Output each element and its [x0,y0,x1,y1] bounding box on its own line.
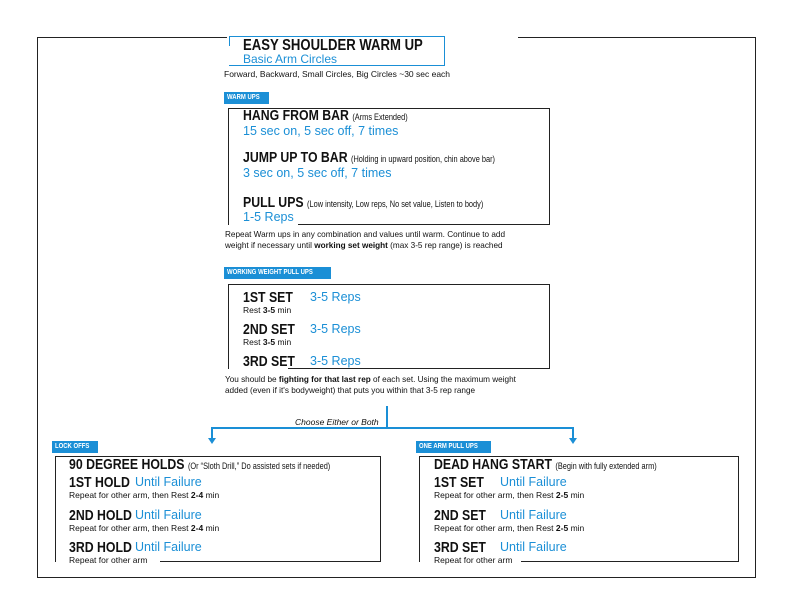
working-note-text: of each set. Using the maximum weight [370,375,516,384]
onearm-item-name: 2ND SET [434,507,486,524]
onearm-box-right [738,456,739,562]
note-text: min [203,490,220,500]
note-text: Repeat for other arm, then Rest [69,523,191,533]
frame-left [37,37,38,577]
header-note: Forward, Backward, Small Circles, Big Circles ~30 sec each [224,69,451,79]
warmups-note-text: (max 3-5 rep range) is reached [387,241,503,250]
header-box-left [229,36,230,46]
warmup-item-detail: (Holding in upward position, chin above bar) [350,154,495,164]
warmup-item-value: 15 sec on, 5 sec off, 7 times [243,124,399,138]
onearm-item-note [434,490,584,500]
warmups-box-left [228,108,229,225]
working-note-line1 [225,374,516,385]
lockoffs-title-detail: (Or “Sloth Drill,” Do assisted sets if needed) [187,461,331,471]
lockoffs-item-note [69,555,147,565]
rest-text: Rest [243,337,263,347]
onearm-item-2-value: Until Failure [500,508,567,522]
branch-bar [211,427,574,429]
onearm-item-name: 1ST SET [434,474,484,491]
working-box-left [228,284,229,369]
onearm-title-detail: (Begin with fully extended arm) [555,461,657,471]
onearm-item-name: 3RD SET [434,539,486,556]
working-set-1-value: 3-5 Reps [310,290,361,304]
warmups-note-text: weight if necessary until [225,241,315,250]
working-box-right [549,284,550,369]
warmup-item-detail: (Arms Extended) [352,112,408,122]
header-box-right [444,36,445,65]
warmups-note-line2 [225,240,505,251]
working-set-rest [243,337,306,347]
rest-bold: 3-5 [262,337,276,347]
working-note [225,374,516,396]
working-set-1 [243,289,304,315]
lockoffs-item-note [69,523,219,533]
working-box-top [228,284,550,285]
lockoffs-item-name: 1ST HOLD [69,474,130,491]
warmup-item-hang-heading [243,107,408,124]
rest-text: min [275,305,292,315]
note-text: Repeat for other arm, then Rest [434,490,556,500]
rest-text: min [275,337,292,347]
rest-bold: 3-5 [262,305,276,315]
note-text: Repeat for other arm [69,555,148,565]
onearm-item-note [434,555,512,565]
working-set-3-value: 3-5 Reps [310,354,361,368]
working-note-line2: added (even if it's bodyweight) that puts you within that 3-5 rep range [225,386,476,395]
warmup-item-pullups-heading [243,194,483,211]
warmups-tag-label: WARM UPS [227,94,260,101]
warmups-tag [224,92,269,104]
onearm-item-note [434,523,584,533]
working-set-rest [243,305,304,315]
onearm-tag [416,441,491,453]
page-subtitle: Basic Arm Circles [243,52,338,66]
arrow-left-icon [208,438,216,444]
warmup-item-pullups [243,194,536,224]
working-set-name: 1ST SET [243,289,293,306]
warmup-item-jump-heading [243,149,495,166]
arrow-right-icon [569,438,577,444]
working-set-2-value: 3-5 Reps [310,322,361,336]
choose-label: Choose Either or Both [295,417,379,427]
onearm-box-bottom [521,561,739,562]
working-set-3 [243,353,306,370]
lockoffs-box-bottom [160,561,381,562]
lockoffs-item-name: 2ND HOLD [69,507,132,524]
lockoffs-title [69,456,330,473]
onearm-item-1-value: Until Failure [500,475,567,489]
note-bold: 2-5 [555,490,569,500]
branch-stem [386,406,388,428]
note-text: min [568,523,585,533]
lockoffs-title-text: 90 DEGREE HOLDS [69,456,185,473]
note-text: min [203,523,220,533]
lockoffs-item-2-value: Until Failure [135,508,202,522]
rest-text: Rest [243,305,263,315]
warmups-note-line1: Repeat Warm ups in any combination and values until warm. Continue to add [225,230,506,239]
working-box-bottom [288,368,550,369]
note-bold: 2-4 [190,490,204,500]
note-text: Repeat for other arm, then Rest [434,523,556,533]
lockoffs-tag-label: LOCK OFFS [55,443,90,450]
lockoffs-item-note [69,490,219,500]
lockoffs-item-name: 3RD HOLD [69,539,132,556]
onearm-tag-label: ONE ARM PULL UPS [419,443,478,450]
page-title: EASY SHOULDER WARM UP [243,37,423,54]
frame-bottom [37,577,756,578]
frame-top-left [37,37,227,38]
lockoffs-item-3-value: Until Failure [135,540,202,554]
warmup-item-name: JUMP UP TO BAR [243,149,348,166]
working-tag-label: WORKING WEIGHT PULL UPS [227,269,313,276]
note-bold: 2-4 [190,523,204,533]
working-note-text: You should be [225,375,279,384]
onearm-title [434,456,657,473]
working-set-2 [243,321,306,347]
warmups-note [225,229,505,251]
frame-top-right [518,37,755,38]
warmups-note-bold: working set weight [314,241,388,250]
working-note-bold: fighting for that last rep [278,375,371,384]
frame-right [755,37,756,577]
onearm-title-text: DEAD HANG START [434,456,552,473]
lockoffs-box-left [55,456,56,562]
working-set-name: 3RD SET [243,353,295,370]
warmup-item-name: HANG FROM BAR [243,107,349,124]
warmup-item-name: PULL UPS [243,194,304,211]
lockoffs-tag [52,441,98,453]
note-text: Repeat for other arm [434,555,513,565]
warmup-item-jump [243,149,550,180]
note-bold: 2-5 [555,523,569,533]
working-tag [224,267,331,279]
lockoffs-box-right [380,456,381,562]
note-text: Repeat for other arm, then Rest [69,490,191,500]
working-set-name: 2ND SET [243,321,295,338]
note-text: min [568,490,585,500]
warmup-item-hang [243,107,444,138]
warmups-box-bottom [298,224,550,225]
onearm-box-left [419,456,420,562]
warmup-item-value: 1-5 Reps [243,210,294,224]
warmup-item-detail: (Low intensity, Low reps, No set value, Listen to body) [307,199,484,209]
warmup-item-value: 3 sec on, 5 sec off, 7 times [243,166,392,180]
lockoffs-item-1-value: Until Failure [135,475,202,489]
onearm-item-3-value: Until Failure [500,540,567,554]
